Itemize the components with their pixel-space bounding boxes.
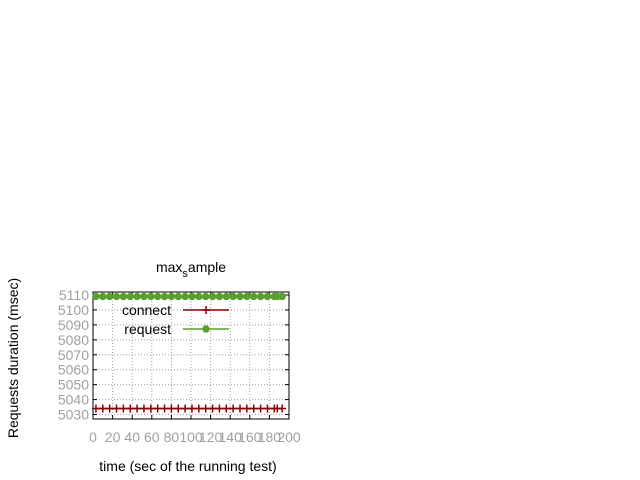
request-point [120, 293, 126, 299]
y-axis-label: Requests duration (msec) [5, 277, 21, 439]
x-tick-label: 40 [124, 429, 140, 445]
request-point [100, 293, 106, 299]
x-tick-label: 180 [257, 429, 282, 445]
request-point [127, 293, 133, 299]
connect-point [133, 405, 141, 413]
series-connect [92, 405, 286, 413]
connect-point [147, 405, 155, 413]
connect-point [181, 405, 189, 413]
request-point [244, 293, 250, 299]
connect-point [99, 405, 107, 413]
x-tick-label: 0 [89, 429, 97, 445]
connect-point [140, 405, 148, 413]
y-tick-label: 5090 [57, 316, 89, 333]
connect-point [167, 405, 175, 413]
connect-point [263, 405, 271, 413]
request-point [141, 293, 147, 299]
request-point [279, 293, 285, 299]
connect-point [278, 405, 286, 413]
request-point [161, 293, 167, 299]
request-point [182, 293, 188, 299]
connect-point [257, 405, 265, 413]
request-point [106, 293, 112, 299]
request-point [134, 293, 140, 299]
request-point [113, 293, 119, 299]
x-tick-label: 20 [104, 429, 121, 445]
request-point [264, 293, 270, 299]
connect-point [222, 405, 230, 413]
chart-title-subscript: s [182, 268, 188, 280]
x-tick-label: 100 [179, 429, 203, 445]
connect-point [209, 405, 217, 413]
y-tick-label: 5110 [58, 286, 89, 303]
request-point [93, 293, 99, 299]
y-tick-label: 5060 [57, 361, 89, 378]
x-tick-label: 120 [198, 429, 223, 445]
request-point [230, 293, 236, 299]
connect-point [188, 405, 196, 413]
legend-entry-request [124, 321, 229, 337]
request-point [189, 293, 195, 299]
legend-label: connect [121, 302, 171, 318]
connect-point [161, 405, 169, 413]
connect-point [195, 405, 203, 413]
request-point [203, 293, 209, 299]
request-point [196, 293, 202, 299]
y-tick-label: 5100 [57, 301, 89, 318]
connect-point [106, 405, 114, 413]
request-point [148, 293, 154, 299]
request-point [175, 293, 181, 299]
series-request [93, 293, 286, 299]
connect-point [229, 405, 237, 413]
chart-title-main: max [155, 259, 183, 275]
connect-point [126, 405, 134, 413]
connect-point [154, 405, 162, 413]
request-point [223, 293, 229, 299]
request-point [209, 293, 215, 299]
request-point [251, 293, 257, 299]
connect-point [215, 405, 223, 413]
legend-label: request [124, 321, 171, 337]
connect-point [113, 405, 121, 413]
y-tick-label: 5040 [57, 391, 89, 408]
connect-point [236, 405, 244, 413]
legend [122, 302, 229, 337]
y-tick-label: 5080 [57, 331, 89, 348]
connect-point [250, 405, 258, 413]
axis-ticks [58, 287, 301, 445]
y-tick-label: 5030 [57, 406, 89, 423]
request-point [168, 293, 174, 299]
y-tick-label: 5070 [57, 346, 89, 363]
chart-title [156, 259, 226, 280]
legend-marker [203, 326, 209, 332]
x-tick-label: 200 [277, 429, 301, 445]
connect-point [243, 405, 251, 413]
request-point [154, 293, 160, 299]
connect-point [202, 405, 210, 413]
x-tick-label: 60 [144, 429, 160, 445]
request-point [237, 293, 243, 299]
x-tick-label: 160 [238, 429, 262, 445]
connect-point [174, 405, 182, 413]
x-axis-label: time (sec of the running test) [99, 458, 277, 474]
x-tick-label: 140 [218, 429, 242, 445]
x-tick-label: 80 [163, 429, 180, 445]
chart-title-rest: ample [187, 259, 227, 275]
request-point [257, 293, 263, 299]
request-point [216, 293, 222, 299]
y-tick-label: 5050 [57, 376, 89, 393]
legend-marker [202, 306, 210, 314]
legend-entry-connect [122, 302, 229, 318]
connect-point [119, 405, 127, 413]
